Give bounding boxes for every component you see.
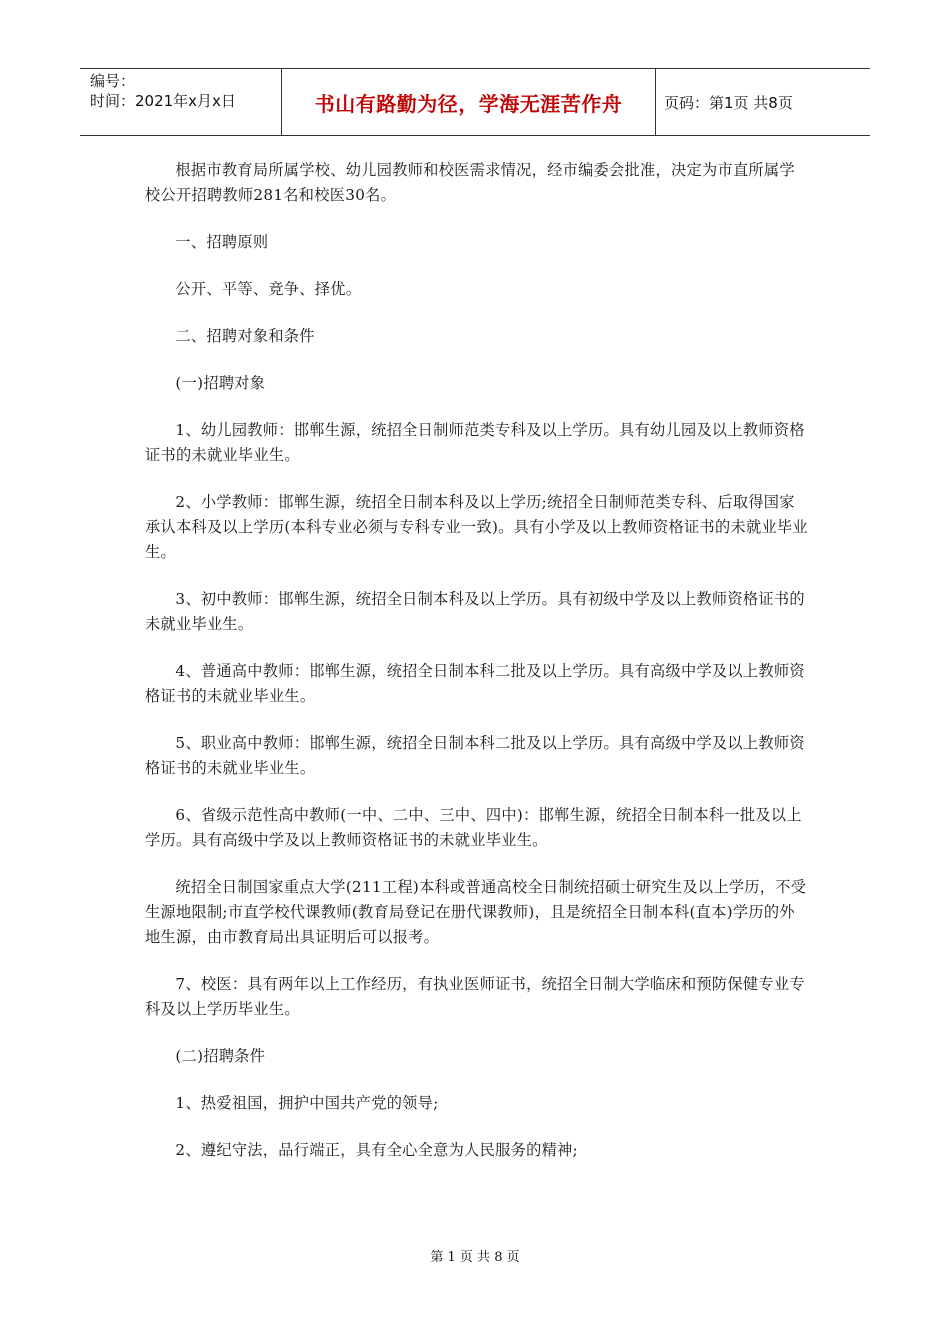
paragraph-primary: 2、小学教师：邯郸生源，统招全日制本科及以上学历;统招全日制师范类专科、后取得国家承认本科及以上学历(本科专业必须与专科专业一致)。具有小学及以上教师资格证书的未就业毕业生。 <box>145 493 808 561</box>
document-date: 时间：2021年x月x日 <box>90 92 236 110</box>
header-meta <box>80 69 282 135</box>
paragraph-doctor: 7、校医：具有两年以上工作经历，有执业医师证书，统招全日制大学临床和预防保健专业专科及以上学历毕业生。 <box>145 975 805 1018</box>
heading-principles: 一、招聘原则 <box>175 233 269 251</box>
document-header <box>80 68 870 136</box>
header-motto: 书山有路勤为径，学海无涯苦作舟 <box>282 69 656 135</box>
subheading-conditions: (二)招聘条件 <box>175 1047 266 1065</box>
paragraph-junior-high: 3、初中教师：邯郸生源，统招全日制本科及以上学历。具有初级中学及以上教师资格证书的未就业毕业生。 <box>145 590 805 633</box>
document-number-label: 编号： <box>90 72 136 90</box>
paragraph-demonstration: 6、省级示范性高中教师(一中、二中、三中、四中)：邯郸生源，统招全日制本科一批及以上学历。具有高级中学及以上教师资格证书的未就业毕业生。 <box>145 806 802 849</box>
document-body <box>145 158 810 1185</box>
paragraph-kindergarten: 1、幼儿园教师：邯郸生源，统招全日制师范类专科及以上学历。具有幼儿园及以上教师资格证书的未就业毕业生。 <box>145 421 805 464</box>
paragraph-condition-2: 2、遵纪守法，品行端正，具有全心全意为人民服务的精神; <box>175 1141 578 1159</box>
paragraph-vocational: 5、职业高中教师：邯郸生源，统招全日制本科二批及以上学历。具有高级中学及以上教师资格证书的未就业毕业生。 <box>145 734 805 777</box>
paragraph-intro: 根据市教育局所属学校、幼儿园教师和校医需求情况，经市编委会批准，决定为市直所属学校公开招聘教师281名和校医30名。 <box>145 161 795 204</box>
paragraph-senior-high: 4、普通高中教师：邯郸生源，统招全日制本科二批及以上学历。具有高级中学及以上教师资格证书的未就业毕业生。 <box>145 662 805 705</box>
paragraph-exception: 统招全日制国家重点大学(211工程)本科或普通高校全日制统招硕士研究生及以上学历，不受生源地限制;市直学校代课教师(教育局登记在册代课教师)，且是统招全日制本科(直本)学历的外地生源，由市教育局出具证明后可以报考。 <box>145 878 807 946</box>
page-footer: 第 1 页 共 8 页 <box>430 1250 520 1265</box>
heading-targets-conditions: 二、招聘对象和条件 <box>175 327 315 345</box>
subheading-targets: (一)招聘对象 <box>175 374 266 392</box>
paragraph-condition-1: 1、热爱祖国，拥护中国共产党的领导; <box>175 1094 439 1112</box>
header-page-info: 页码：第1页 共8页 <box>664 93 793 112</box>
paragraph-principles: 公开、平等、竞争、择优。 <box>175 280 362 298</box>
